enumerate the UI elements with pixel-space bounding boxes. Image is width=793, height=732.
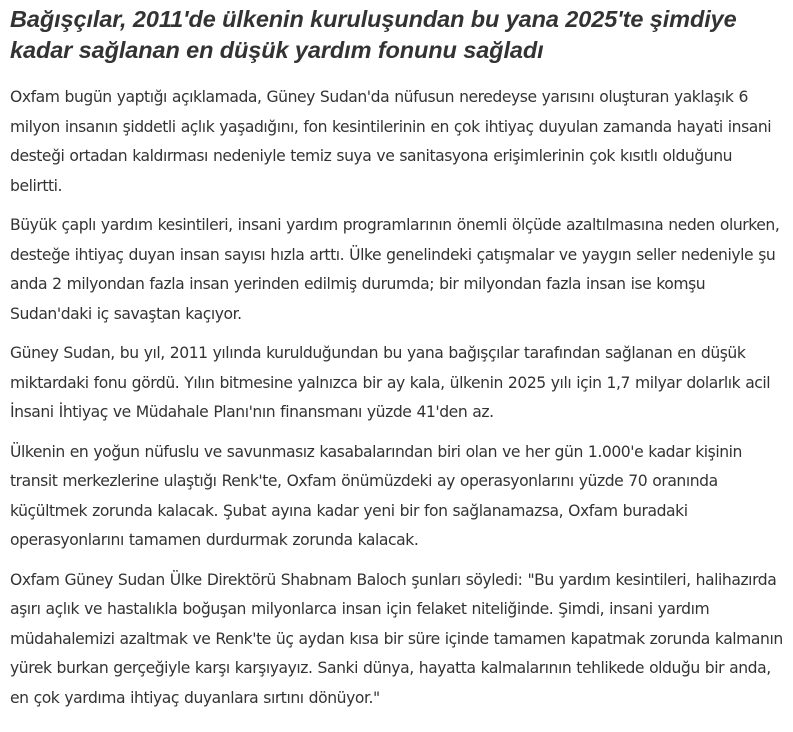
article-paragraph-1: Oxfam bugün yaptığı açıklamada, Güney Sudan'da nüfusun neredeyse yarısını oluşturan yaklaşık 6 milyon insanın şiddetli açlık yaşadığını, fon kesintilerinin en çok ihtiyaç duyulan zamanda hayati insani desteği ortadan kaldırması nedeniyle temiz suya ve sanitasyona erişimlerinin çok kısıtlı olduğunu belirtti. <box>10 88 772 195</box>
article <box>10 4 785 723</box>
article-headline: Bağışçılar, 2011'de ülkenin kuruluşundan bu yana 2025'te şimdiye kadar sağlanan en düşük yardım fonunu sağladı <box>10 6 737 63</box>
article-paragraph-5: Oxfam Güney Sudan Ülke Direktörü Shabnam Baloch şunları söyledi: "Bu yardım kesintileri, halihazırda aşırı açlık ve hastalıkla boğuşan milyonlarca insan için felaket niteliğinde. Şimdi, insani yardım müdahalemizi azaltmak ve Renk'te üç aydan kısa bir süre içinde tamamen kapatmak zorunda kalmanın yürek burkan gerçeğiyle karşı karşıyayız. Sanki dünya, hayatta kalmalarının tehlikede olduğu bir anda, en çok yardıma ihtiyaç duyanlara sırtını dönüyor." <box>10 570 783 707</box>
article-paragraph-3: Güney Sudan, bu yıl, 2011 yılında kurulduğundan bu yana bağışçılar tarafından sağlanan en düşük miktardaki fonu gördü. Yılın bitmesine yalnızca bir ay kala, ülkenin 2025 yılı için 1,7 milyar dolarlık acil İnsani İhtiyaç ve Müdahale Planı'nın finansmanı yüzde 41'den az. <box>10 344 771 421</box>
article-paragraph-4: Ülkenin en yoğun nüfuslu ve savunmasız kasabalarından biri olan ve her gün 1.000'e kadar kişinin transit merkezlerine ulaştığı Renk'te, Oxfam önümüzdeki ay operasyonlarını yüzde 70 oranında küçültmek zorunda kalacak. Şubat ayına kadar yeni bir fon sağlanamazsa, Oxfam buradaki operasyonlarını tamamen durdurmak zorunda kalacak. <box>10 442 742 549</box>
article-paragraph-2: Büyük çaplı yardım kesintileri, insani yardım programlarının önemli ölçüde azaltılmasına neden olurken, desteğe ihtiyaç duyan insan sayısı hızla arttı. Ülke genelindeki çatışmalar ve yaygın seller nedeniyle şu anda 2 milyondan fazla insan yerinden edilmiş durumda; bir milyondan fazla insan ise komşu Sudan'daki iç savaştan kaçıyor. <box>10 216 780 323</box>
